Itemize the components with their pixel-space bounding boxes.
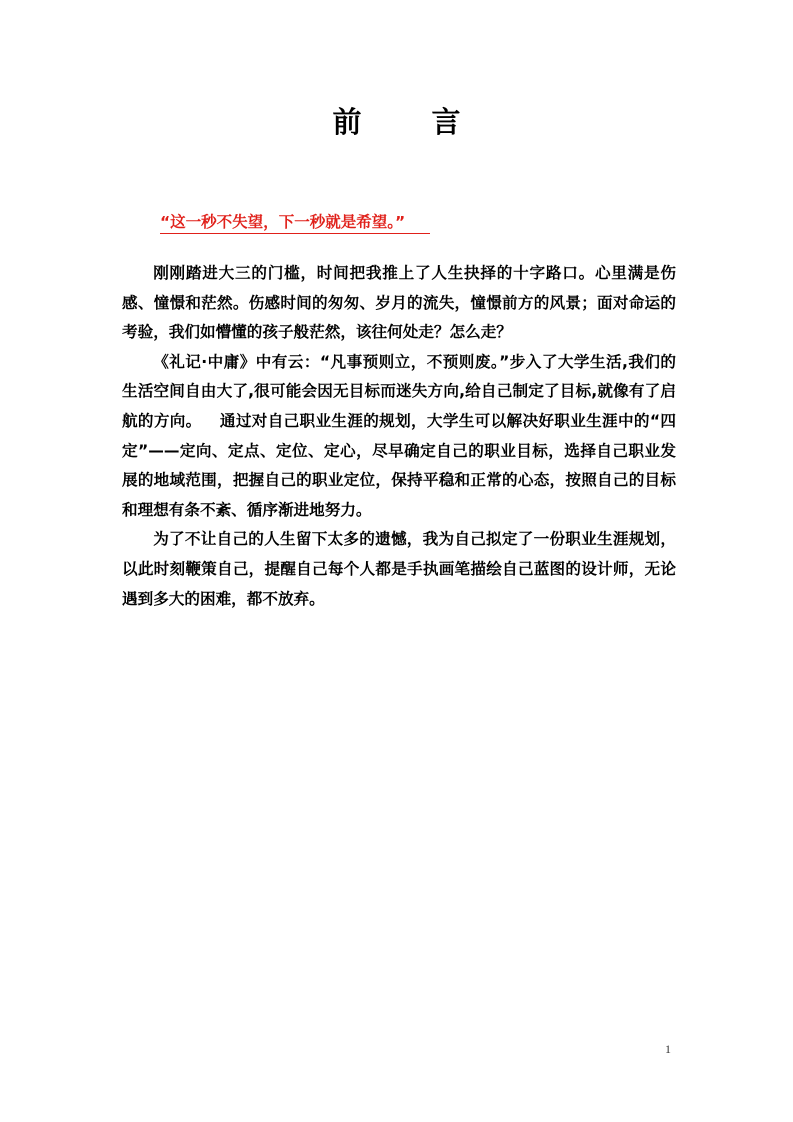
epigraph-quote: “这一秒不失望，下一秒就是希望。” xyxy=(160,212,430,234)
paragraph-3: 为了不让自己的人生留下太多的遗憾，我为自己拟定了一份职业生涯规划，以此时刻鞭策自己，提醒自己每个人都是手执画笔描绘自己蓝图的设计师，无论遇到多大的困难，都不放弃。 xyxy=(122,530,676,608)
body-text xyxy=(122,259,676,614)
paragraph-2-part-2: 通过对自己职业生涯的规划，大学生可以解决好职业生涯中的“四定”——定向、定点、定位、定心，尽早确定自己的职业目标，选择自己职业发展的地域范围，把握自己的职业定位，保持平稳和正常的心态，按照自己的目标和理想有条不紊、循序渐进地努力。 xyxy=(122,411,676,519)
paragraph-1: 刚刚踏进大三的门槛，时间把我推上了人生抉择的十字路口。心里满是伤感、憧憬和茫然。伤感时间的匆匆、岁月的流失，憧憬前方的风景；面对命运的考验，我们如懵懂的孩子般茫然，该往何处走？怎么走？ xyxy=(122,264,676,342)
paragraph-2-part-1: 《礼记·中庸》中有云：“凡事预则立，不预则废。”步入了大学生活,我们的生活空间自由大了,很可能会因无目标而迷失方向,给自己制定了目标,就像有了启航的方向。 xyxy=(122,352,676,430)
page-title: 前 言 xyxy=(332,105,491,139)
page-number: 1 xyxy=(665,1042,671,1056)
paragraph-2 xyxy=(122,348,676,526)
